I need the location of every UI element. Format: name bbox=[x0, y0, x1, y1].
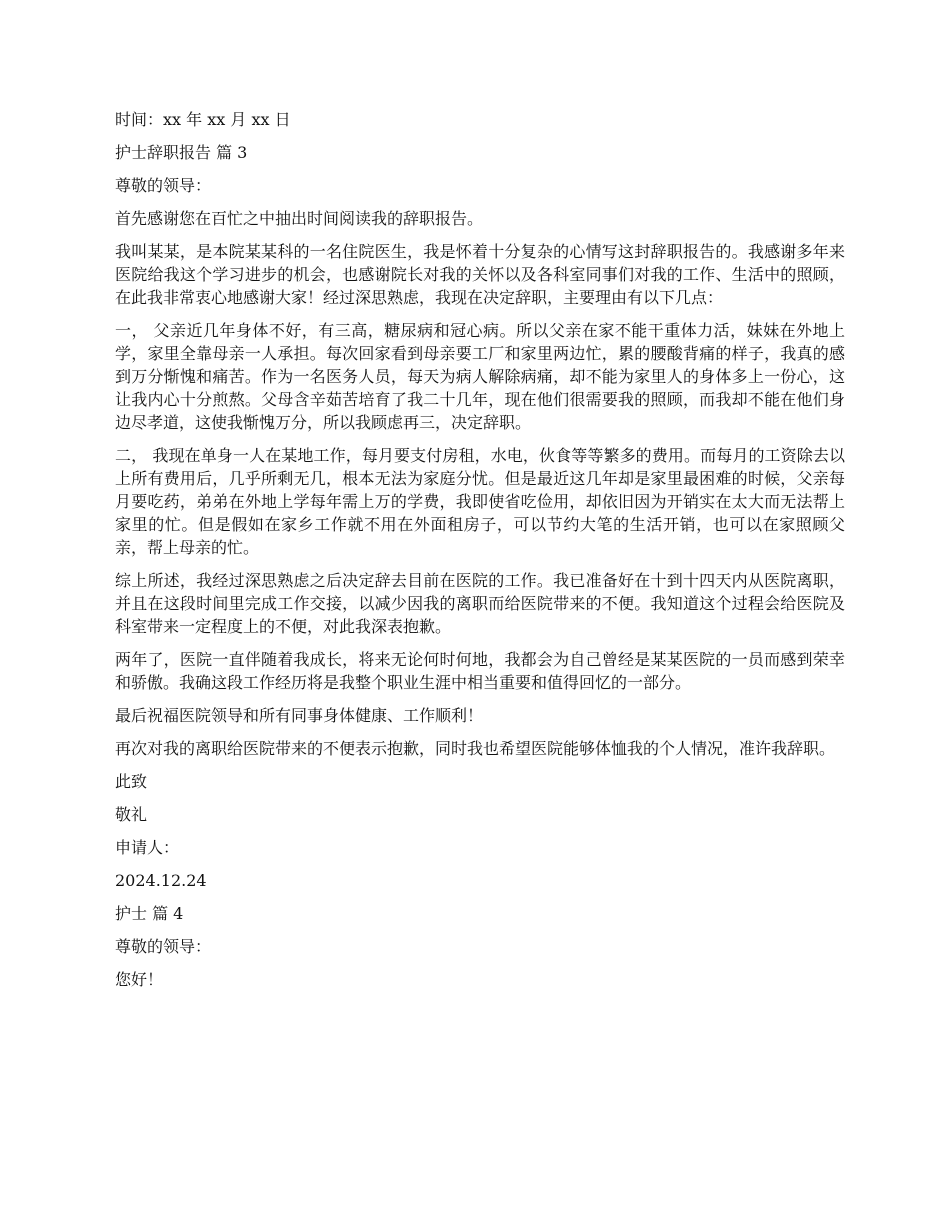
closing-line: 敬礼 bbox=[115, 805, 148, 824]
body-paragraph: 二， 我现在单身一人在某地工作，每月要支付房租，水电，伙食等等繁多的费用。而每月的工资除去以上所有费用后，几乎所剩无几，根本无法为家庭分忧。但是最近这几年却是家里最困难的时候，父亲每月要吃药，弟弟在外地上学每年需上万的学费，我即使省吃俭用，却依旧因为开销实在太大而无法帮上家里的忙。但是假如在家乡工作就不用在外面租房子，可以节约大笔的生活开销，也可以在家照顾父亲，帮上母亲的忙。 bbox=[115, 446, 845, 557]
body-paragraph: 最后祝福医院领导和所有同事身体健康、工作顺利！ bbox=[115, 706, 484, 725]
body-paragraph: 综上所述，我经过深思熟虑之后决定辞去目前在医院的工作。我已准备好在十到十四天内从医院离职，并且在这段时间里完成工作交接，以减少因我的离职而给医院带来的不便。我知道这个过程会给医院及科室带来一定程度上的不便，对此我深表抱歉。 bbox=[115, 571, 845, 636]
body-paragraph: 再次对我的离职给医院带来的不便表示抱歉，同时我也希望医院能够体恤我的个人情况，准许我辞职。 bbox=[115, 739, 836, 758]
salutation: 尊敬的领导： bbox=[115, 937, 212, 956]
section-title-4: 护士 篇 4 bbox=[115, 904, 184, 923]
date-line: 2024.12.24 bbox=[115, 871, 207, 890]
document-page bbox=[115, 108, 845, 1001]
closing-line: 此致 bbox=[115, 772, 148, 791]
greeting-line: 您好！ bbox=[115, 970, 164, 989]
body-paragraph: 我叫某某，是本院某某科的一名住院医生，我是怀着十分复杂的心情写这封辞职报告的。我感谢多年来医院给我这个学习进步的机会，也感谢院长对我的关怀以及各科室同事们对我的工作、生活中的照顾，在此我非常衷心地感谢大家！经过深思熟虑，我现在决定辞职，主要理由有以下几点： bbox=[115, 242, 845, 307]
applicant-label: 申请人： bbox=[115, 838, 180, 857]
salutation: 尊敬的领导： bbox=[115, 176, 212, 195]
body-paragraph: 首先感谢您在百忙之中抽出时间阅读我的辞职报告。 bbox=[115, 209, 484, 228]
body-paragraph: 两年了，医院一直伴随着我成长，将来无论何时何地，我都会为自己曾经是某某医院的一员而感到荣幸和骄傲。我确这段工作经历将是我整个职业生涯中相当重要和值得回忆的一部分。 bbox=[115, 650, 845, 692]
section-title-3: 护士辞职报告 篇 3 bbox=[115, 143, 248, 162]
time-line: 时间：xx 年 xx 月 xx 日 bbox=[115, 110, 291, 129]
body-paragraph: 一， 父亲近几年身体不好，有三高，糖尿病和冠心病。所以父亲在家不能干重体力活，妹妹在外地上学，家里全靠母亲一人承担。每次回家看到母亲要工厂和家里两边忙，累的腰酸背痛的样子，我真的感到万分惭愧和痛苦。作为一名医务人员，每天为病人解除病痛，却不能为家里人的身体多上一份心，这让我内心十分煎熬。父母含辛茹苦培育了我二十几年，现在他们很需要我的照顾，而我却不能在他们身边尽孝道，这使我惭愧万分，所以我顾虑再三，决定辞职。 bbox=[115, 321, 845, 432]
